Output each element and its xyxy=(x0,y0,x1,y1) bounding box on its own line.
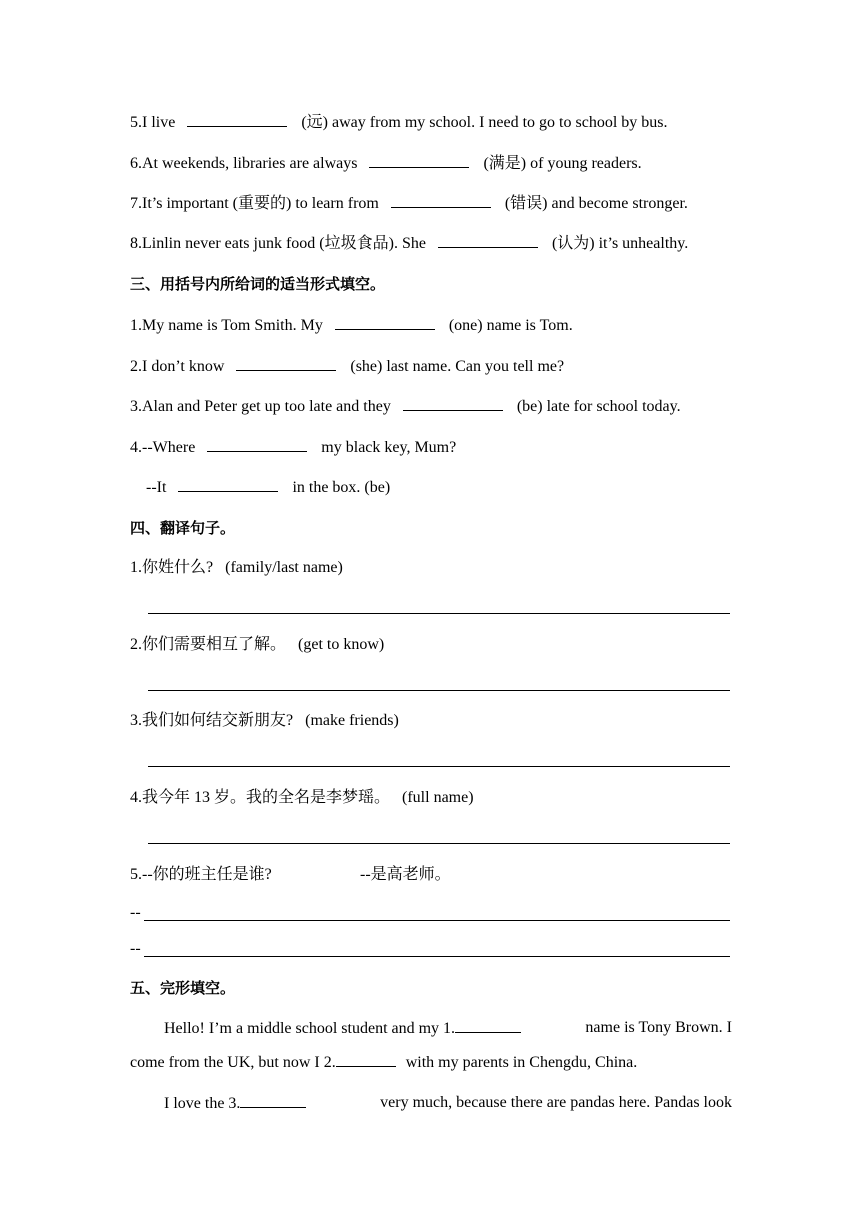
passage-text: with my parents in Chengdu, China. xyxy=(405,1054,638,1071)
item-number: 3. xyxy=(130,398,142,415)
passage-text: very much, because there are pandas here. Pandas look xyxy=(380,1094,732,1111)
fill-blank[interactable] xyxy=(438,233,538,248)
s4-item-4 xyxy=(130,788,474,808)
item-number: 8. xyxy=(130,235,142,252)
fill-blank[interactable] xyxy=(207,437,307,452)
item-text: (she) last name. Can you tell me? xyxy=(350,358,565,375)
item-number: 7. xyxy=(130,195,142,212)
s4-item-2 xyxy=(130,635,384,655)
item-hint: (full name) xyxy=(402,789,474,806)
s3-item-4-reply xyxy=(146,477,390,498)
item-number: 1. xyxy=(130,317,142,334)
fill-blank[interactable] xyxy=(391,193,491,208)
item-text: 4.我今年 13 岁。我的全名是李梦瑶。 xyxy=(130,789,391,806)
fill-blank[interactable] xyxy=(369,153,469,168)
item-text: (be) late for school today. xyxy=(516,398,681,415)
fill-blank[interactable] xyxy=(403,396,503,411)
s3-item-2 xyxy=(130,356,564,377)
answer-line[interactable] xyxy=(148,690,730,691)
s3-item-1 xyxy=(130,315,573,336)
s4-item-5-answer: --是高老师。 xyxy=(360,866,451,883)
section3-heading: 三、用括号内所给词的适当形式填空。 xyxy=(130,275,386,293)
item-text: I don’t know xyxy=(142,358,225,375)
cloze-blank-1[interactable] xyxy=(455,1018,521,1033)
answer-line[interactable] xyxy=(148,766,730,767)
item-text: 3.我们如何结交新朋友? xyxy=(130,712,294,729)
fill-blank[interactable] xyxy=(187,112,287,127)
cloze-blank-2[interactable] xyxy=(336,1052,396,1067)
answer-line[interactable] xyxy=(144,956,730,957)
s4-item-5 xyxy=(130,865,272,885)
fill-blank[interactable] xyxy=(178,477,278,492)
s4-item-3 xyxy=(130,711,399,731)
passage-text: Hello! I’m a middle school student and my 1. xyxy=(164,1020,456,1037)
dash-prefix: -- xyxy=(130,940,141,957)
passage-text: come from the UK, but now I 2. xyxy=(130,1054,336,1071)
answer-line[interactable] xyxy=(144,920,730,921)
item-number: 2. xyxy=(130,358,142,375)
item-text: Linlin never eats junk food (垃圾食品). She xyxy=(142,235,426,252)
item-hint: (错误) and become stronger. xyxy=(504,195,688,212)
item-hint: (make friends) xyxy=(305,712,399,729)
item-text: It’s important (重要的) to learn from xyxy=(142,195,379,212)
passage-line xyxy=(164,1018,732,1039)
s2-item-8 xyxy=(130,233,688,254)
item-text: --It xyxy=(146,479,167,496)
section5-heading: 五、完形填空。 xyxy=(130,979,236,997)
item-text: Alan and Peter get up too late and they xyxy=(142,398,391,415)
s2-item-5 xyxy=(130,112,668,133)
item-number: 4. xyxy=(130,439,142,456)
item-text: in the box. (be) xyxy=(292,479,391,496)
fill-blank[interactable] xyxy=(236,356,336,371)
passage-line xyxy=(164,1093,732,1114)
item-hint: (远) away from my school. I need to go to school by bus. xyxy=(301,114,668,131)
s3-item-4 xyxy=(130,437,456,458)
item-text: At weekends, libraries are always xyxy=(142,155,358,172)
cloze-blank-3[interactable] xyxy=(240,1093,306,1108)
s2-item-7 xyxy=(130,193,688,214)
item-hint: (family/last name) xyxy=(225,559,343,576)
item-text: (one) name is Tom. xyxy=(448,317,573,334)
passage-line xyxy=(130,1052,637,1073)
item-text: My name is Tom Smith. My xyxy=(142,317,323,334)
item-text: my black key, Mum? xyxy=(321,439,457,456)
item-hint: (get to know) xyxy=(298,636,385,653)
s4-item-1 xyxy=(130,558,343,578)
item-number: 5. xyxy=(130,114,142,131)
s2-item-6 xyxy=(130,153,642,174)
dash-prefix: -- xyxy=(130,904,141,921)
item-text: 5.--你的班主任是谁? xyxy=(130,866,272,883)
answer-line[interactable] xyxy=(148,843,730,844)
item-text: --Where xyxy=(142,439,196,456)
section4-heading: 四、翻译句子。 xyxy=(130,519,236,537)
passage-text: name is Tony Brown. I xyxy=(585,1019,732,1036)
passage-text: I love the 3. xyxy=(164,1095,241,1112)
item-hint: (认为) it’s unhealthy. xyxy=(551,235,689,252)
item-text: I live xyxy=(142,114,176,131)
item-text: 1.你姓什么? xyxy=(130,559,214,576)
item-hint: (满是) of young readers. xyxy=(483,155,642,172)
answer-line[interactable] xyxy=(148,613,730,614)
s3-item-3 xyxy=(130,396,681,417)
fill-blank[interactable] xyxy=(335,315,435,330)
item-text: 2.你们需要相互了解。 xyxy=(130,636,287,653)
item-number: 6. xyxy=(130,155,142,172)
